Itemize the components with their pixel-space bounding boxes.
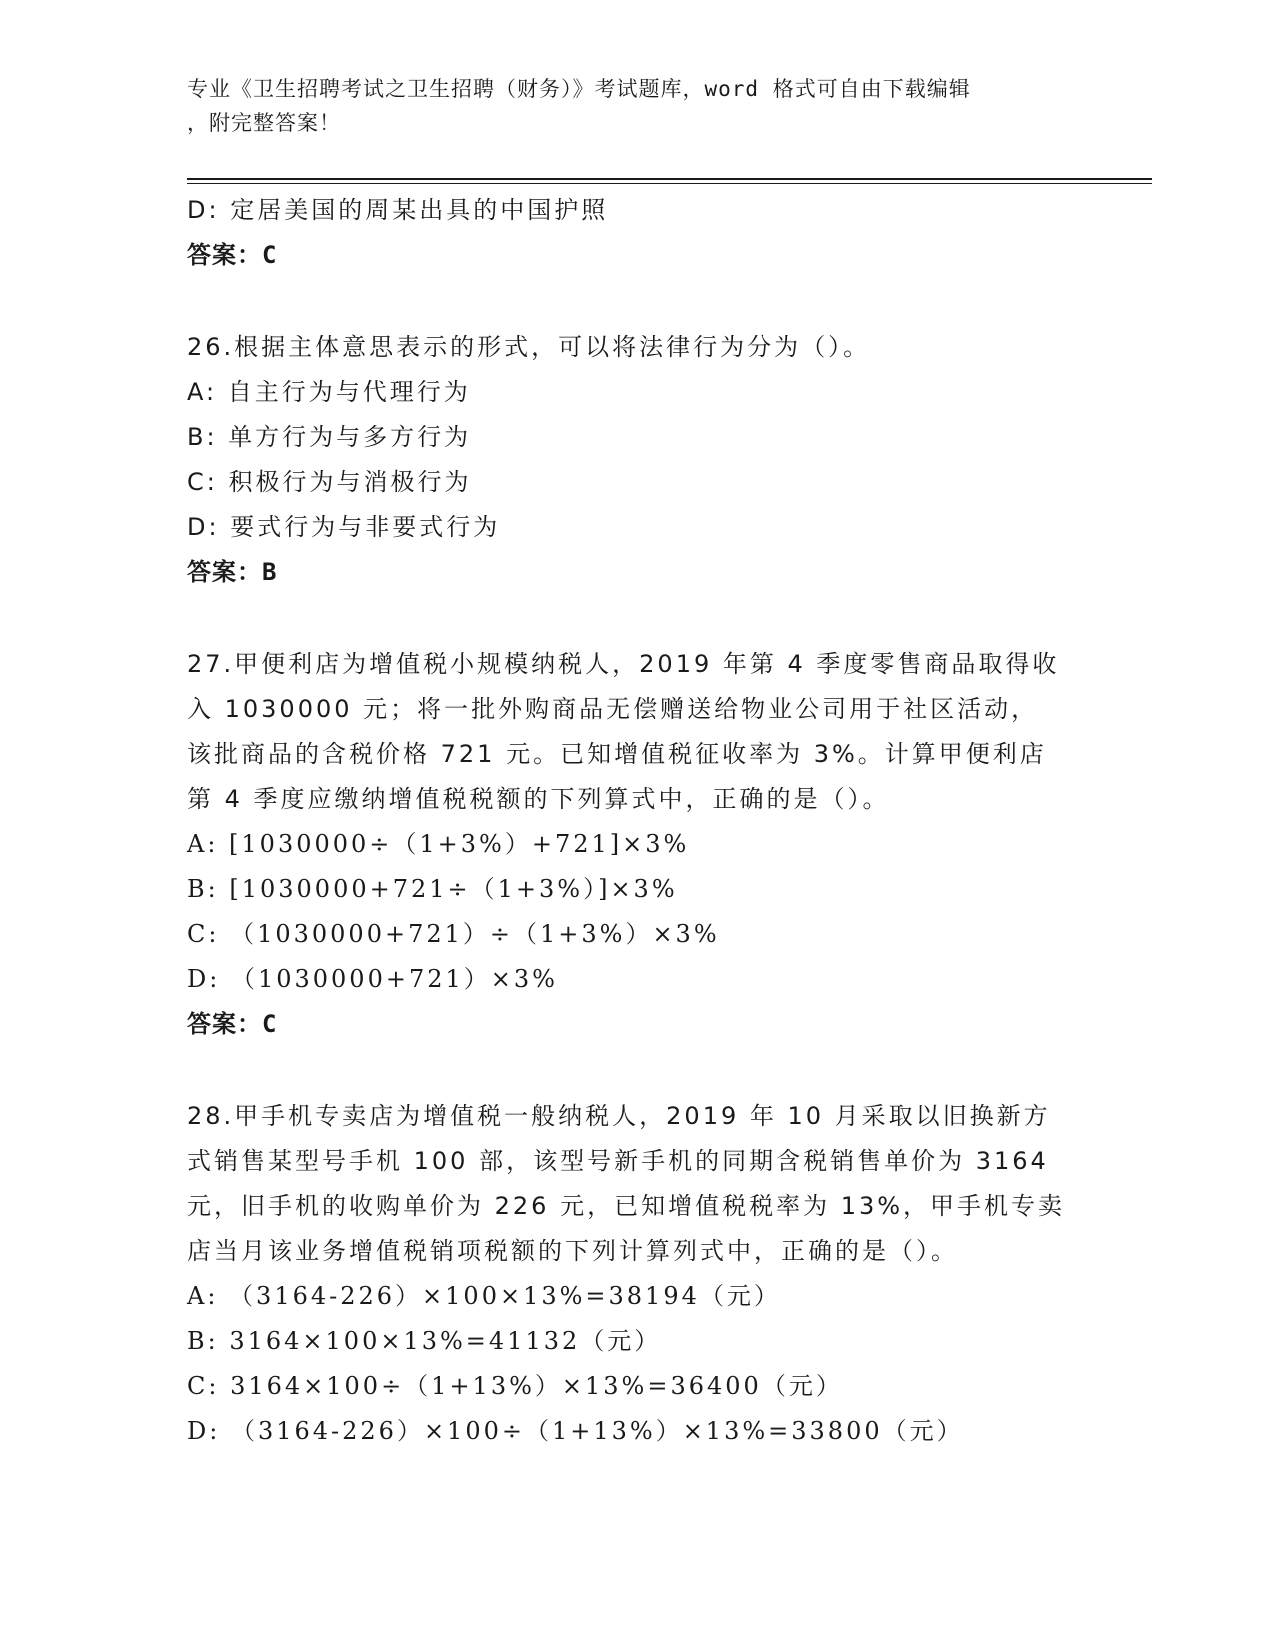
question-stem-line: 第 4 季度应缴纳增值税税额的下列算式中，正确的是（）。	[187, 785, 890, 813]
question-block-25	[187, 188, 1087, 278]
answer-label: 答案：B	[187, 558, 278, 586]
question-stem-line: 28.甲手机专卖店为增值税一般纳税人，2019 年 10 月采取以旧换新方	[187, 1102, 1051, 1130]
question-spacer	[187, 595, 1087, 642]
option-c: C: 3164×100÷（1+13%）×13%=36400（元）	[187, 1372, 843, 1400]
option-d: D: （1030000+721）×3%	[187, 965, 558, 993]
question-block-26	[187, 325, 1087, 595]
option-d: D: 要式行为与非要式行为	[187, 513, 501, 541]
document-header	[187, 72, 1087, 140]
header-divider-thin	[187, 183, 1152, 184]
question-stem-line: 元，旧手机的收购单价为 226 元，已知增值税税率为 13%，甲手机专卖	[187, 1192, 1066, 1220]
answer-label: 答案：C	[187, 241, 278, 269]
option-d: D: （3164-226）×100÷（1+13%）×13%=33800（元）	[187, 1417, 964, 1445]
question-spacer	[187, 278, 1087, 325]
question-stem-line: 该批商品的含税价格 721 元。已知增值税征收率为 3%。计算甲便利店	[187, 740, 1047, 768]
question-spacer	[187, 1047, 1087, 1094]
question-stem-line: 27.甲便利店为增值税小规模纳税人，2019 年第 4 季度零售商品取得收	[187, 650, 1060, 678]
question-list	[187, 188, 1087, 1454]
question-stem-line: 店当月该业务增值税销项税额的下列计算列式中，正确的是（）。	[187, 1237, 958, 1265]
question-stem: 26.根据主体意思表示的形式，可以将法律行为分为（）。	[187, 333, 871, 361]
option-a: A: [1030000÷（1+3%）+721]×3%	[187, 830, 690, 858]
option-d: D: 定居美国的周某出具的中国护照	[187, 196, 609, 224]
option-c: C: （1030000+721）÷（1+3%）×3%	[187, 920, 720, 948]
header-line-2: ，附完整答案！	[187, 111, 341, 135]
question-block-28	[187, 1094, 1087, 1454]
header-divider-thick	[187, 178, 1152, 180]
header-line-1: 专业《卫生招聘考试之卫生招聘（财务）》考试题库，word 格式可自由下载编辑	[187, 77, 971, 101]
option-c: C: 积极行为与消极行为	[187, 468, 472, 496]
option-b: B: 单方行为与多方行为	[187, 423, 472, 451]
option-a: A: （3164-226）×100×13%=38194（元）	[187, 1282, 781, 1310]
option-b: B: [1030000+721÷（1+3%）]×3%	[187, 875, 678, 903]
answer-label: 答案：C	[187, 1010, 278, 1038]
question-block-27	[187, 642, 1087, 1047]
question-stem-line: 入 1030000 元；将一批外购商品无偿赠送给物业公司用于社区活动，	[187, 695, 1039, 723]
option-b: B: 3164×100×13%=41132（元）	[187, 1327, 662, 1355]
question-stem-line: 式销售某型号手机 100 部，该型号新手机的同期含税销售单价为 3164	[187, 1147, 1049, 1175]
option-a: A: 自主行为与代理行为	[187, 378, 471, 406]
